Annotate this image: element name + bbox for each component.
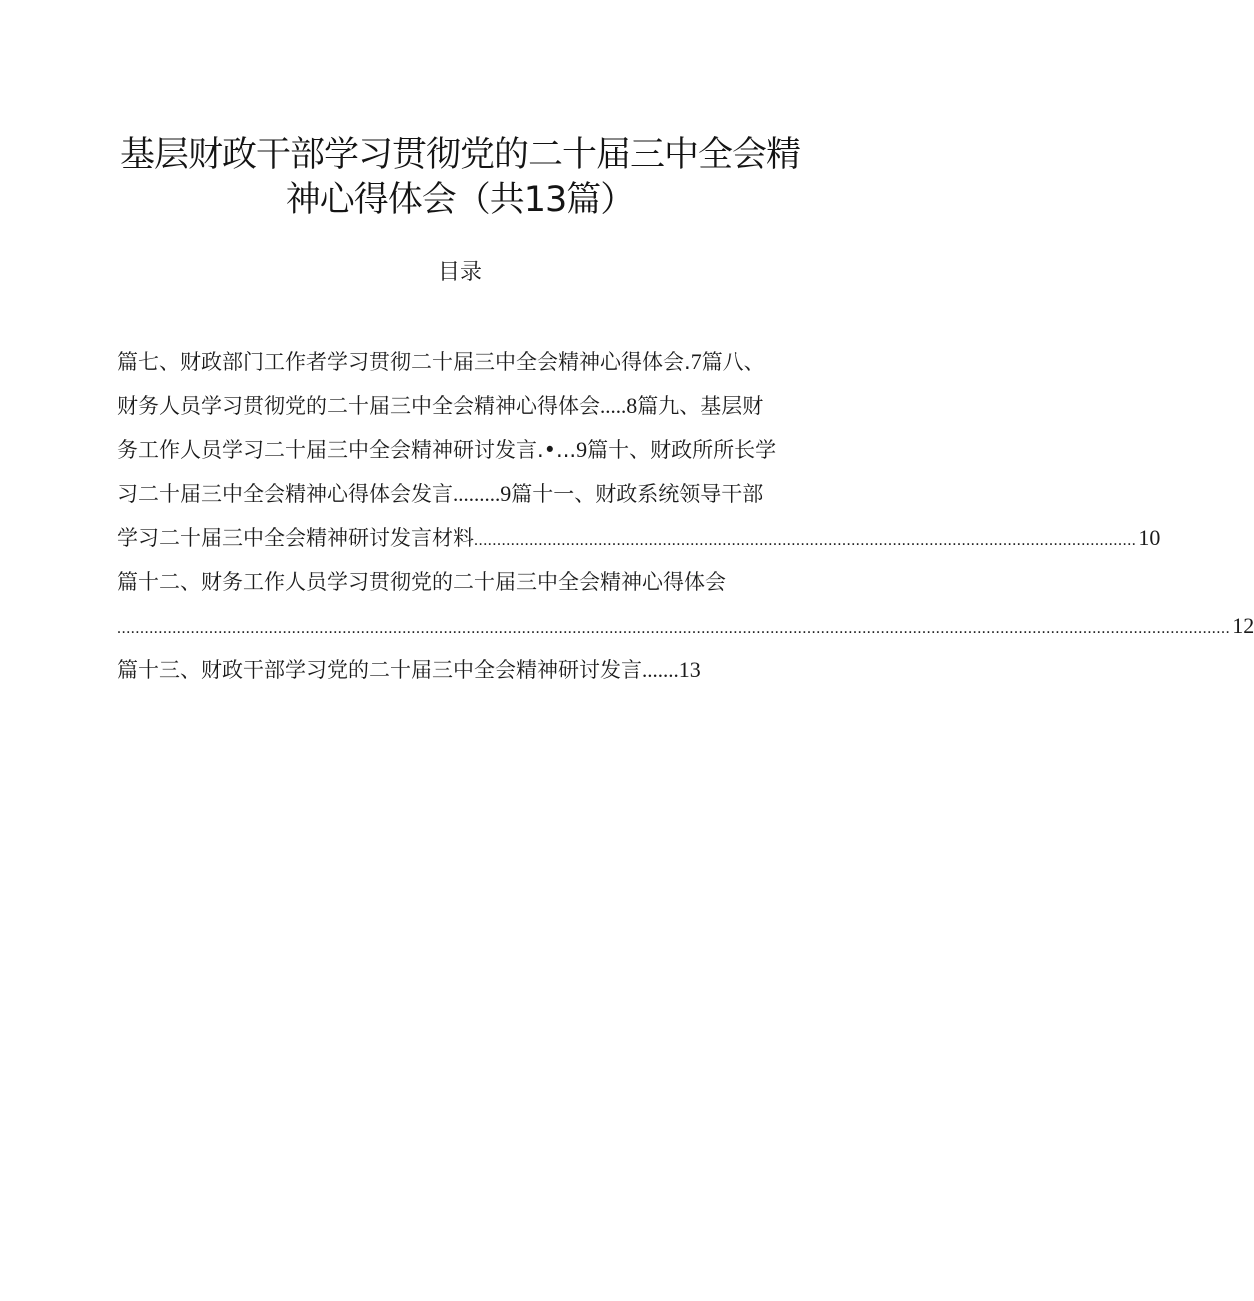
toc-entry-7-title: 篇七、财政部门工作者学习贯彻二十届三中全会精神心得体会. xyxy=(117,350,691,374)
toc-line-4 xyxy=(117,472,763,516)
toc-line-8 xyxy=(117,648,701,692)
toc-entry-11-prefix: 篇十一、财政系统领导干部 xyxy=(511,482,764,506)
toc-entry-10-leader: ......... xyxy=(453,482,501,506)
toc-line-1 xyxy=(117,340,765,384)
toc-entry-8-prefix: 篇八、 xyxy=(701,350,765,374)
toc-entry-12-leader: .................................................................................................................................................................................................................................................. xyxy=(117,620,1231,637)
toc-heading: 目录 xyxy=(437,260,482,285)
toc-entry-11-title: 学习二十届三中全会精神研讨发言材料 xyxy=(117,526,474,550)
document-title-line-1: 基层财政干部学习贯彻党的二十届三中全会精 xyxy=(119,135,800,175)
toc-entry-13-title: 篇十三、财政干部学习党的二十届三中全会精神研讨发言 xyxy=(117,658,642,682)
toc-entry-13-leader: ....... xyxy=(642,658,679,682)
toc-line-2 xyxy=(117,384,763,428)
toc-line-3 xyxy=(117,428,776,472)
document-title-line-2: 神心得体会（共13篇） xyxy=(285,180,635,220)
toc-entry-12-page: 12 xyxy=(1232,613,1254,638)
toc-entry-7-page: 7 xyxy=(690,349,702,374)
toc-line-7 xyxy=(117,604,1254,648)
toc-entry-13-page: 13 xyxy=(678,657,701,682)
toc-entry-8-leader: ..... xyxy=(600,394,627,418)
toc-entry-10-title: 习二十届三中全会精神心得体会发言 xyxy=(117,482,453,506)
toc-entry-11-page: 10 xyxy=(1138,525,1161,550)
toc-entry-9-title: 务工作人员学习二十届三中全会精神研讨发言.•... xyxy=(117,438,577,462)
toc-line-5 xyxy=(117,516,1161,560)
toc-entry-9-page: 9 xyxy=(576,437,588,462)
toc-entry-8-title: 财务人员学习贯彻党的二十届三中全会精神心得体会 xyxy=(117,394,600,418)
toc-line-6 xyxy=(117,560,726,604)
toc-entry-10-prefix: 篇十、财政所所长学 xyxy=(587,438,777,462)
toc-entry-9-prefix: 篇九、基层财 xyxy=(637,394,764,418)
toc-entry-11-leader: ................................................................................................................................................ xyxy=(474,532,1137,549)
toc-entry-8-page: 8 xyxy=(626,393,638,418)
toc-entry-12-title: 篇十二、财务工作人员学习贯彻党的二十届三中全会精神心得体会 xyxy=(117,570,726,594)
toc-entry-10-page: 9 xyxy=(500,481,512,506)
